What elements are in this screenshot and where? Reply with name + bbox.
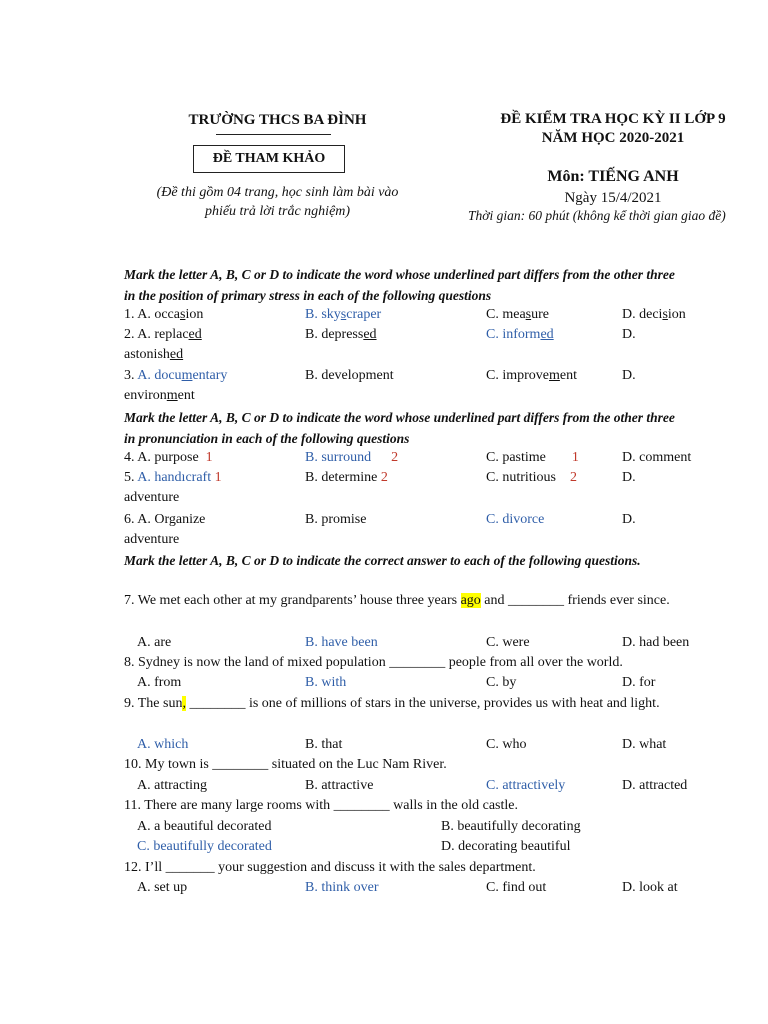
q1-option-a: 1. A. occasion xyxy=(124,307,204,322)
q11-stem: 11. There are many large rooms with ________ walls in the old castle. xyxy=(124,798,518,813)
q10-option-d: D. attracted xyxy=(622,778,688,793)
q4-option-d: D. comment xyxy=(622,450,692,465)
q4-option-c: C. pastime 1 xyxy=(486,450,579,465)
q2-option-a: 2. A. replaced xyxy=(124,327,202,342)
q11-option-b: B. beautifully decorating xyxy=(441,819,581,834)
instruction-stress: Mark the letter A, B, C or D to indicate the word whose underlined part differs from the other three in the position of primary stress in each of the following questions xyxy=(124,267,675,303)
q6-option-d-text: adventure xyxy=(124,532,180,547)
instruction-correct-answer: Mark the letter A, B, C or D to indicate the correct answer to each of the following questions. xyxy=(124,553,641,568)
reference-label: ĐỀ THAM KHẢO xyxy=(193,145,345,173)
q10-option-c: C. attractively xyxy=(486,778,566,793)
q11-option-a: A. a beautiful decorated xyxy=(137,819,272,834)
q8-stem: 8. Sydney is now the land of mixed population ________ people from all over the world. xyxy=(124,655,623,670)
q12-option-d: D. look at xyxy=(622,880,678,895)
q6-option-c: C. divorce xyxy=(486,512,545,527)
q3-option-b: B. development xyxy=(305,368,394,383)
q4-option-a: 4. A. purpose 1 xyxy=(124,450,213,465)
q3-option-c: C. improvement xyxy=(486,368,577,383)
q5-option-a: 5. A. handıcraft 1 xyxy=(124,470,222,485)
q2-option-d-letter: D. xyxy=(622,327,636,342)
q5-option-d-letter: D. xyxy=(622,470,636,485)
q3-option-a: 3. A. documentary xyxy=(124,368,228,383)
q7-option-b: B. have been xyxy=(305,635,378,650)
q1-option-d: D. decision xyxy=(622,307,686,322)
header-divider xyxy=(216,134,331,135)
q6-option-d-letter: D. xyxy=(622,512,636,527)
q8-option-b: B. with xyxy=(305,675,347,690)
exam-time: Thời gian: 60 phút (không kể thời gian giao đề) xyxy=(468,208,726,223)
q10-option-a: A. attracting xyxy=(137,778,207,793)
q6-option-b: B. promise xyxy=(305,512,367,527)
q6-option-a: 6. A. Organize xyxy=(124,512,206,527)
q10-stem: 10. My town is ________ situated on the Luc Nam River. xyxy=(124,757,447,772)
q12-stem: 12. I’ll _______ your suggestion and discuss it with the sales department. xyxy=(124,860,536,875)
q2-option-b: B. depressed xyxy=(305,327,377,342)
subject-line xyxy=(458,167,768,187)
q4-option-b: B. surround 2 xyxy=(305,450,399,465)
exam-date: Ngày 15/4/2021 xyxy=(564,190,662,206)
q5-option-b: B. determine 2 xyxy=(305,470,388,485)
q1-option-b: B. skyscraper xyxy=(305,307,382,322)
exam-title-line1: ĐỀ KIỂM TRA HỌC KỲ II LỚP 9 xyxy=(500,111,726,127)
q5-option-d-text: adventure xyxy=(124,490,180,505)
q12-option-a: A. set up xyxy=(137,880,188,895)
q1-option-c: C. measure xyxy=(486,307,549,322)
subject-name: TIẾNG ANH xyxy=(588,168,679,185)
exam-title xyxy=(458,110,768,148)
q9-option-b: B. that xyxy=(305,737,343,752)
q8-option-c: C. by xyxy=(486,675,517,690)
q11-option-c: C. beautifully decorated xyxy=(137,839,272,854)
q7-option-d: D. had been xyxy=(622,635,690,650)
q3-option-d-letter: D. xyxy=(622,368,636,383)
exam-year: NĂM HỌC 2020-2021 xyxy=(541,130,685,146)
exam-note-line1: (Đề thi gồm 04 trang, học sinh làm bài vào xyxy=(156,185,399,200)
school-name: TRƯỜNG THCS BA ĐÌNH xyxy=(188,112,367,128)
instruction-pronunciation: Mark the letter A, B, C or D to indicate the word whose underlined part differs from the other three in pronunciation in each of the following questions xyxy=(124,410,675,446)
q10-option-b: B. attractive xyxy=(305,778,374,793)
q11-option-d: D. decorating beautiful xyxy=(441,839,571,854)
q12-option-b: B. think over xyxy=(305,880,379,895)
q7-stem: 7. We met each other at my grandparents’ house three years ago and ________ friends ever since. xyxy=(124,593,670,608)
q9-option-d: D. what xyxy=(622,737,667,752)
q12-option-c: C. find out xyxy=(486,880,547,895)
exam-note xyxy=(150,183,405,221)
q9-option-c: C. who xyxy=(486,737,527,752)
q7-option-a: A. are xyxy=(137,635,172,650)
q9-option-a: A. which xyxy=(137,737,189,752)
q9-stem: 9. The sun, ________ is one of millions of stars in the universe, provides us with heat and light. xyxy=(124,696,660,711)
q8-option-a: A. from xyxy=(137,675,182,690)
exam-note-line2: phiếu trả lời trắc nghiệm) xyxy=(204,204,351,219)
q5-option-c: C. nutritious 2 xyxy=(486,470,578,485)
q8-option-d: D. for xyxy=(622,675,656,690)
subject-prefix: Môn: xyxy=(547,168,589,185)
q2-option-c: C. informed xyxy=(486,327,554,342)
q7-option-c: C. were xyxy=(486,635,530,650)
q2-option-d-text: astonished xyxy=(124,347,184,362)
q3-option-d-text: environment xyxy=(124,388,195,403)
